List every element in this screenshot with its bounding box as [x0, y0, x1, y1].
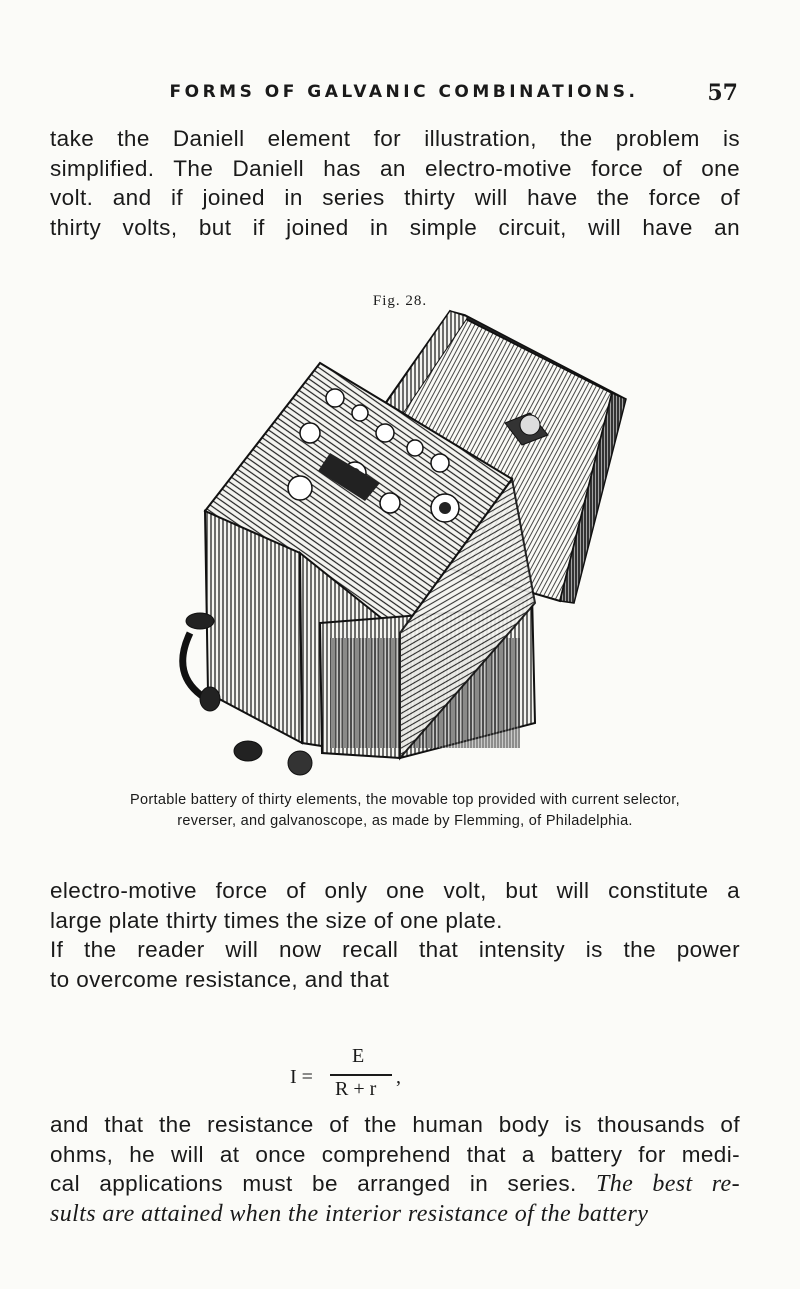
text-line: volt. and if joined in series thirty will have the force of [50, 185, 740, 210]
paragraph-middle [50, 876, 740, 994]
formula-comma: , [396, 1066, 401, 1088]
text-segment: cal applications must be arranged in series. [50, 1171, 577, 1196]
text-line: take the Daniell element for illustration, the problem is [50, 126, 740, 151]
ohms-law-formula [290, 1045, 450, 1105]
text-line: large plate thirty times the size of one plate. [50, 907, 503, 933]
text-line: electro-motive force of only one volt, but will constitute a [50, 878, 740, 903]
battery-illustration [150, 303, 660, 783]
formula-denominator: R + r [335, 1078, 377, 1100]
paragraph-closing [50, 1110, 740, 1229]
caption-line: reverser, and galvanoscope, as made by Flemming, of Philadelphia. [177, 813, 633, 829]
text-line: simplified. The Daniell has an electro-motive force of one [50, 155, 740, 181]
formula-numerator: E [352, 1045, 365, 1067]
page-number: 57 [707, 80, 738, 106]
text-line: thirty volts, but if joined in simple circuit, will have an [50, 214, 740, 240]
text-line: and that the resistance of the human body is thousands of [50, 1112, 740, 1137]
formula-lhs: I = [290, 1066, 313, 1088]
figure-caption [70, 790, 740, 832]
caption-line: Portable battery of thirty elements, the movable top provided with current selector, [130, 792, 680, 808]
fraction-bar [330, 1074, 392, 1076]
italic-segment: The best re- [596, 1171, 740, 1197]
text-line [50, 1169, 740, 1200]
text-line: to overcome resistance, and that [50, 966, 390, 992]
text-line: ohms, he will at once comprehend that a battery for medi- [50, 1141, 740, 1167]
figure-label: Fig. 28. [372, 293, 428, 309]
text-line: If the reader will now recall that intensity is the power [50, 937, 740, 962]
running-head: FORMS OF GALVANIC COMBINATIONS. [169, 82, 639, 102]
page-header [70, 80, 738, 110]
paragraph-intro [50, 124, 740, 242]
italic-line: sults are attained when the interior resistance of the battery [50, 1200, 649, 1227]
